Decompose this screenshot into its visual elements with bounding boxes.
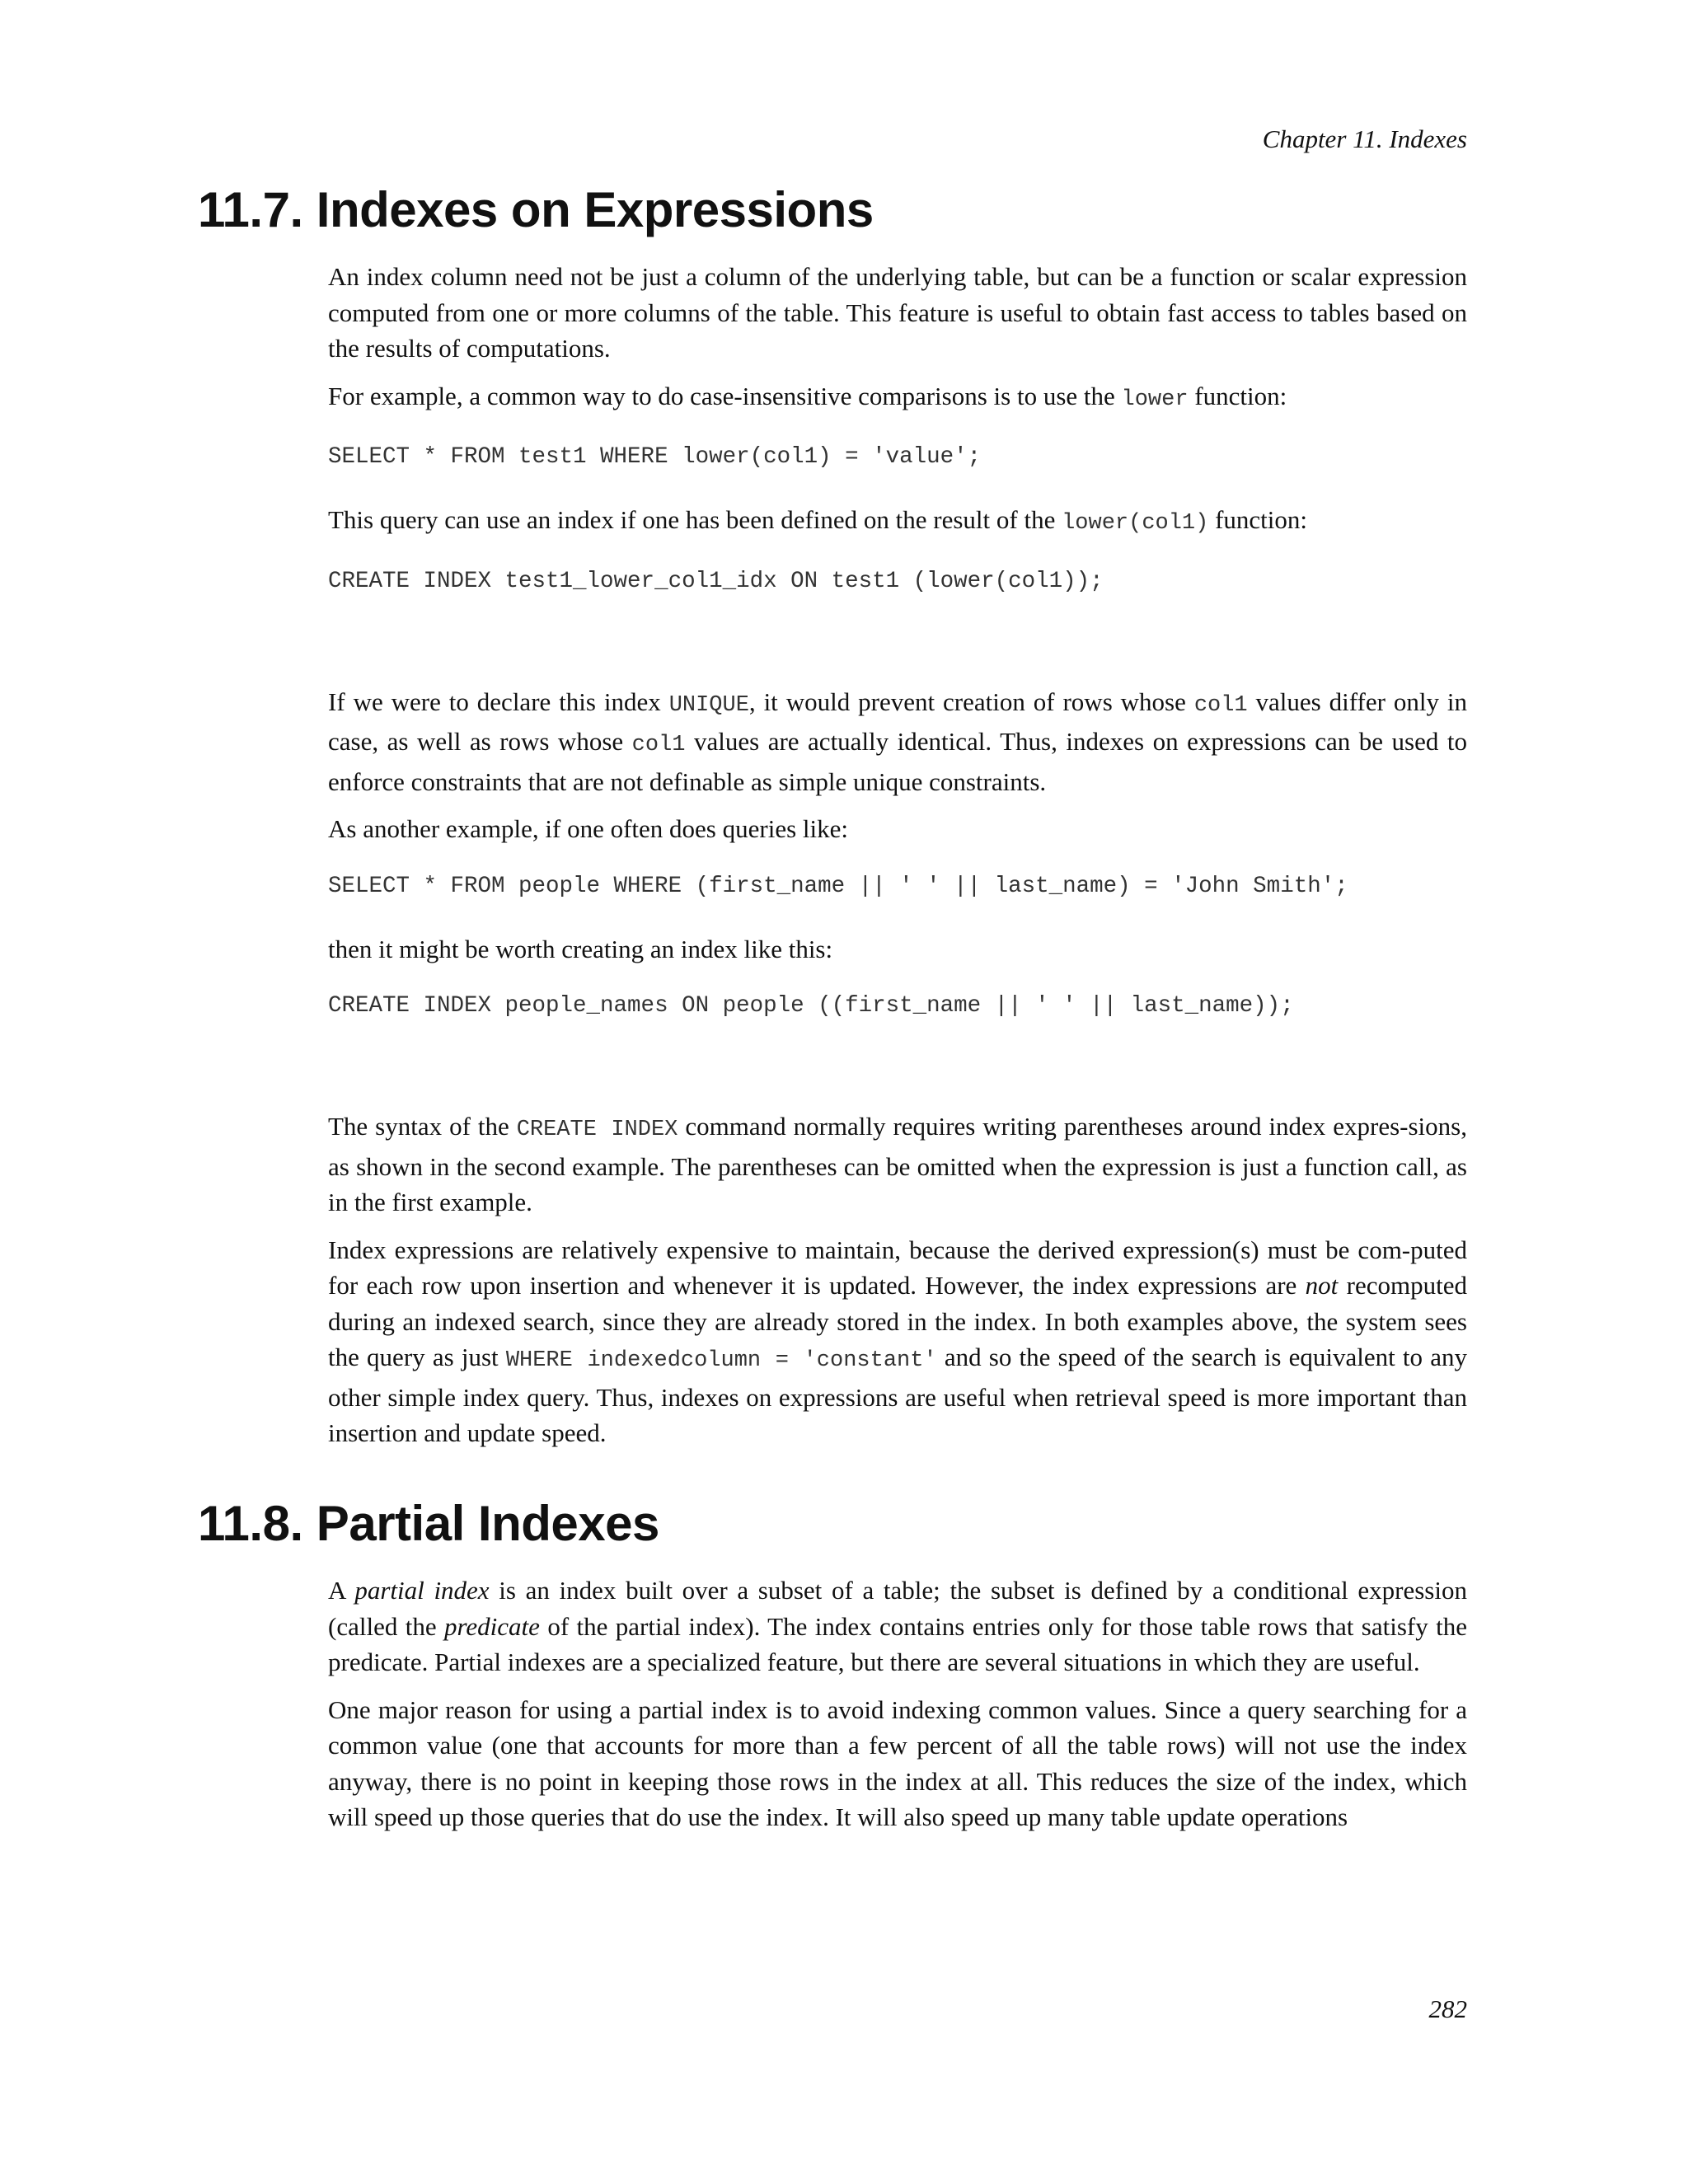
text-run: and so the speed of the search is equivalent to any other simple index query. Thus, indexes on expressions are useful when retrieval speed is more important than insertion and update speed. (328, 1343, 1467, 1447)
inline-code: col1 (1193, 692, 1248, 718)
paragraph (328, 684, 1467, 800)
text-run: recomputed during an indexed search, since they are already stored in the index. In both examples above, the system sees the query as just (328, 1271, 1468, 1371)
text-run: values differ only in case, as well as rows whose (328, 687, 1467, 756)
text-run: For example, a common way to do case-insensitive comparisons is to use the (328, 381, 1122, 410)
page-number: 282 (1428, 1994, 1467, 2023)
paragraph (328, 502, 1467, 542)
inline-code: CREATE INDEX (516, 1118, 678, 1142)
inline-code: lower(col1) (1062, 511, 1209, 536)
text-run: command normally requires writing parentheses around index expres-sions, as shown in the second example. The parentheses can be omitted when the expression is just a function call, as in the first example. (328, 1112, 1467, 1216)
text-run: values are actually identical. Thus, indexes on expressions can be used to enforce constraints that are not definable as simple unique constraints. (328, 727, 1467, 796)
inline-code: WHERE indexedcolumn = 'constant' (505, 1348, 937, 1373)
text-run: , it would prevent creation of rows whose (748, 687, 1194, 716)
text-run: This query can use an index if one has been defined on the result of the (328, 505, 1062, 534)
paragraph (328, 1232, 1467, 1451)
inline-code: lower (1121, 387, 1189, 412)
section-heading-indexes-on-expressions: 11.7. Indexes on Expressions (198, 182, 874, 237)
text-run: A (328, 1576, 355, 1605)
emphasis: partial index (354, 1576, 490, 1605)
code-example: SELECT * FROM test1 WHERE lower(col1) = 'value'; (328, 444, 982, 470)
emphasis: predicate (444, 1611, 540, 1641)
code-example: SELECT * FROM people WHERE (first_name || ' ' || last_name) = 'John Smith'; (328, 873, 1348, 899)
text-run: Index expressions are relatively expensive to maintain, because the derived expression(s) must be com-puted for each row upon insertion and whenever it is updated. However, the index expressions are (328, 1235, 1467, 1300)
paragraph: As another example, if one often does queries like: (328, 814, 848, 843)
text-run: function: (1188, 381, 1287, 410)
section-body-indexes-on-expressions (328, 259, 1467, 1463)
paragraph: An index column need not be just a column of the underlying table, but can be a function or scalar expression computed from one or more columns of the table. This feature is useful to obtain fast access to tables based on the results of computations. (328, 262, 1467, 363)
emphasis: not (1305, 1271, 1339, 1300)
text-run: is an index built over a subset of a table; the subset is defined by a conditional expression (called the (328, 1576, 1467, 1641)
section-body-partial-indexes (328, 1572, 1467, 1847)
inline-code: col1 (631, 733, 686, 757)
text-run: of the partial index). The index contains entries only for those table rows that satisfy the predicate. Partial indexes are a specialized feature, but there are several situations in which they are useful. (328, 1611, 1468, 1676)
paragraph (328, 378, 1467, 419)
text-run: function: (1208, 505, 1308, 534)
paragraph: then it might be worth creating an index like this: (328, 934, 833, 963)
paragraph: One major reason for using a partial index is to avoid indexing common values. Since a query searching for a common value (one that accounts for more than a few percent of all the table rows) will not use the index anyway, there is no point in keeping those rows in the index at all. This reduces the size of the index, which will speed up those queries that do use the index. It will also speed up many table update operations (328, 1694, 1467, 1831)
running-header: Chapter 11. Indexes (1262, 124, 1467, 153)
text-run: If we were to declare this index (328, 687, 669, 716)
section-heading-partial-indexes: 11.8. Partial Indexes (198, 1496, 659, 1551)
paragraph (328, 1572, 1467, 1680)
code-example: CREATE INDEX test1_lower_col1_idx ON test1 (lower(col1)); (328, 568, 1104, 594)
text-run: The syntax of the (328, 1112, 517, 1141)
code-example: CREATE INDEX people_names ON people ((first_name || ' ' || last_name)); (328, 993, 1294, 1019)
inline-code: UNIQUE (668, 692, 749, 718)
paragraph (328, 1108, 1467, 1221)
